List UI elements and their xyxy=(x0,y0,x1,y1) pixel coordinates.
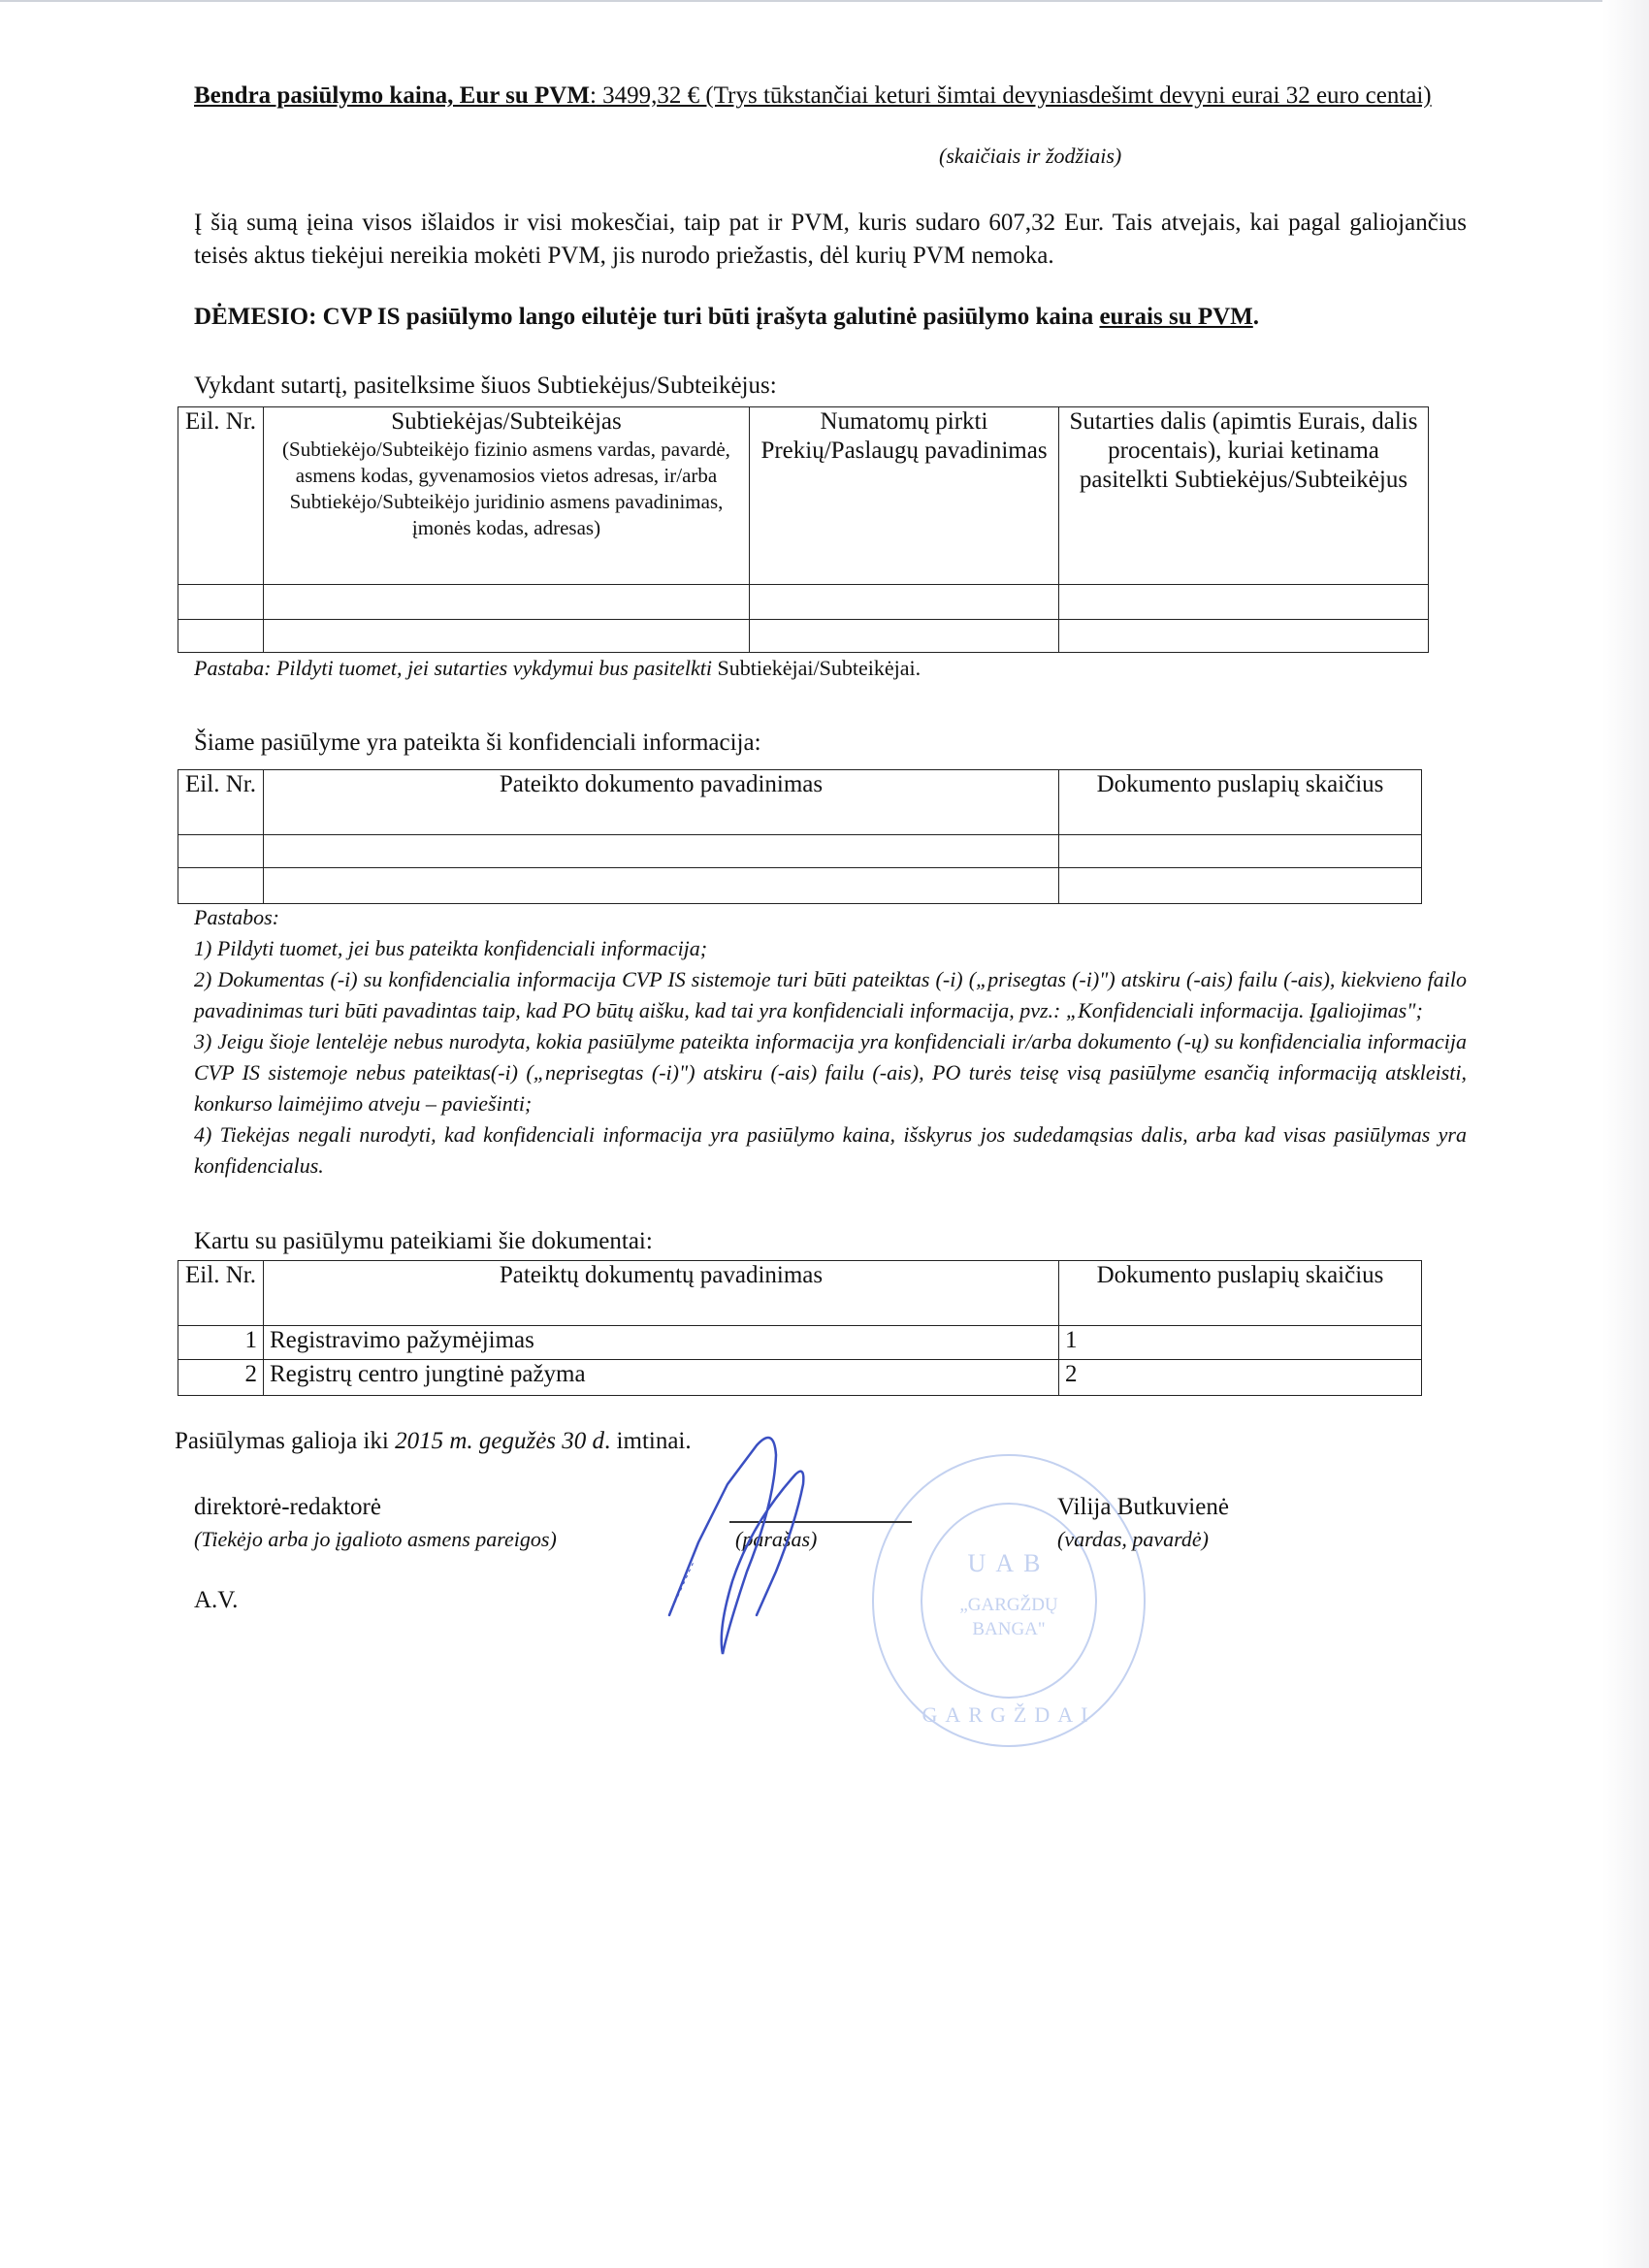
validity-date: 2015 m. gegužės 30 d xyxy=(395,1428,605,1454)
signer-position: direktorė-redaktorė xyxy=(194,1494,381,1520)
header-pages: Dokumento puslapių skaičius xyxy=(1059,770,1422,835)
note-item: 2) Dokumentas (-i) su konfidencialia informacija CVP IS sistemoje turi būti pateiktas (-i) („prisegtas (-i)") atskiru (-ais) failu (-ais), kiekvieno failo pavadinimas turi būti pavadintas taip, kad PO būtų aišku, kad tai yra konfidenciali informacija, pvz.: „Konfidenciali informacija. Įgaliojimas"; xyxy=(194,967,1467,1022)
note-item: 3) Jeigu šioje lentelėje nebus nurodyta, kokia pasiūlyme pateikta informacija yra konfidenciali ir/arba dokumento (-ų) su konfidencialia informacija CVP IS sistemoje nebus pateiktas(-i) („neprisegtas (-i)") atskiru (-ais) failu (-ais), PO turės teisę visą pasiūlyme esančią informaciją atskleisti, konkurso laimėjimo atveju – paviešinti; xyxy=(194,1029,1467,1116)
signer-name: Vilija Butkuvienė xyxy=(1057,1494,1229,1520)
row-pages: 2 xyxy=(1059,1360,1422,1396)
cell[interactable] xyxy=(178,835,264,868)
table-row xyxy=(178,868,1422,904)
row-pages: 1 xyxy=(1059,1326,1422,1360)
header-pages: Dokumento puslapių skaičius xyxy=(1059,1261,1422,1326)
table-row xyxy=(178,835,1422,868)
vat-paragraph: Į šią sumą įeina visos išlaidos ir visi mokesčiai, taip pat ir PVM, kuris sudaro 607,32 Eur. Tais atvejais, kai pagal galiojančius teisės aktus tiekėjui nereikia mokėti PVM, jis nurodo priežastis, dėl kurių PVM nemoka. xyxy=(194,210,1467,269)
table-row xyxy=(178,620,1429,653)
cell[interactable] xyxy=(1059,585,1429,620)
scan-edge-top xyxy=(0,0,1649,2)
note-plain: Subtiekėjai/Subteikėjai. xyxy=(712,656,922,680)
attention-end: . xyxy=(1252,304,1260,330)
header-subcontractor xyxy=(264,407,750,585)
row-no: 1 xyxy=(178,1326,264,1360)
table-row xyxy=(178,1360,1422,1396)
price-value: 3499,32 € (Trys tūkstančiai keturi šimtai devyniasdešimt devyni eurai 32 euro centai) xyxy=(596,82,1432,109)
stamp-place-label: A.V. xyxy=(194,1587,239,1613)
header-doc-name: Pateiktų dokumentų pavadinimas xyxy=(264,1261,1059,1326)
note-italic: Pastaba: Pildyti tuomet, jei sutarties vykdymui bus pasitelkti xyxy=(194,656,713,680)
cell[interactable] xyxy=(1059,835,1422,868)
price-label: Bendra pasiūlymo kaina, Eur su PVM xyxy=(194,82,590,109)
subcontractors-table xyxy=(178,406,1429,653)
stamp-text: UAB xyxy=(967,1549,1051,1577)
subcontractors-intro: Vykdant sutartį, pasitelksime šiuos Subtiekėjus/Subteikėjus: xyxy=(194,373,777,399)
cell[interactable] xyxy=(264,620,750,653)
signature-hint: (parašas) xyxy=(735,1527,818,1551)
documents-table xyxy=(178,1260,1422,1396)
table-row xyxy=(178,585,1429,620)
validity-suffix: . imtinai. xyxy=(604,1428,692,1454)
cell[interactable] xyxy=(178,620,264,653)
confidential-intro: Šiame pasiūlyme yra pateikta ši konfidenciali informacija: xyxy=(194,729,761,756)
handwritten-signature xyxy=(660,1416,873,1669)
notes-title: Pastabos: xyxy=(194,905,279,929)
table-header-row xyxy=(178,407,1429,585)
header-no: Eil. Nr. xyxy=(178,770,264,835)
cell[interactable] xyxy=(750,620,1059,653)
scan-edge-right xyxy=(1602,0,1649,2268)
stamp-text: BANGA" xyxy=(972,1619,1046,1639)
confidential-notes xyxy=(194,902,1467,1182)
note-item: 4) Tiekėjas negali nurodyti, kad konfidenciali informacija yra pasiūlymo kaina, išskyrus jos sudedamąsias dalis, arba kad visas pasiūlymas yra konfidencialus. xyxy=(194,1122,1467,1178)
price-colon: : xyxy=(589,82,597,109)
row-doc-name: Registravimo pažymėjimas xyxy=(264,1326,1059,1360)
table-header-row xyxy=(178,1261,1422,1326)
header-part: Sutarties dalis (apimtis Eurais, dalis procentais), kuriai ketinama pasitelkti Subtiekėjus/Subteikėjus xyxy=(1059,407,1429,585)
header-goods: Numatomų pirkti Prekių/Paslaugų pavadinimas xyxy=(750,407,1059,585)
stamp-text: GARGŽDAI xyxy=(922,1702,1096,1727)
price-line xyxy=(194,80,1467,113)
row-doc-name: Registrų centro jungtinė pažyma xyxy=(264,1360,1059,1396)
cell[interactable] xyxy=(1059,868,1422,904)
signer-name-hint: (vardas, pavardė) xyxy=(1057,1527,1209,1551)
note-item: 1) Pildyti tuomet, jei bus pateikta konfidenciali informacija; xyxy=(194,936,708,960)
stamp-text: „GARGŽDŲ xyxy=(959,1595,1058,1615)
price-hint: (skaičiais ir žodžiais) xyxy=(939,144,1122,168)
confidential-table xyxy=(178,769,1422,904)
table-row xyxy=(178,1326,1422,1360)
attention-underlined: eurais su PVM xyxy=(1099,304,1253,330)
cell[interactable] xyxy=(178,868,264,904)
cell[interactable] xyxy=(264,868,1059,904)
validity-prefix: Pasiūlymas galioja iki xyxy=(175,1428,396,1454)
validity-line xyxy=(175,1428,692,1455)
header-no: Eil. Nr. xyxy=(178,1261,264,1326)
company-stamp xyxy=(863,1445,1154,1756)
subcontractors-note xyxy=(194,656,921,681)
cell[interactable] xyxy=(264,835,1059,868)
table-header-row xyxy=(178,770,1422,835)
signer-position-hint: (Tiekėjo arba jo įgalioto asmens pareigos) xyxy=(194,1527,557,1551)
header-subcontractor-title: Subtiekėjas/Subteikėjas xyxy=(391,408,622,435)
documents-intro: Kartu su pasiūlymu pateikiami šie dokumentai: xyxy=(194,1228,653,1254)
cell[interactable] xyxy=(178,585,264,620)
cell[interactable] xyxy=(1059,620,1429,653)
header-doc-name: Pateikto dokumento pavadinimas xyxy=(264,770,1059,835)
cell[interactable] xyxy=(264,585,750,620)
header-subcontractor-sub: (Subtiekėjo/Subteikėjo fizinio asmens vardas, pavardė, asmens kodas, gyvenamosios vietos adresas, ir/arba Subtiekėjo/Subteikėjo juridinio asmens pavadinimas, įmonės kodas, adresas) xyxy=(282,437,730,539)
attention-text: DĖMESIO: CVP IS pasiūlymo lango eilutėje turi būti įrašyta galutinė pasiūlymo kaina xyxy=(194,304,1100,330)
cell[interactable] xyxy=(750,585,1059,620)
row-no: 2 xyxy=(178,1360,264,1396)
header-no: Eil. Nr. xyxy=(178,407,264,585)
attention-note xyxy=(194,304,1259,331)
